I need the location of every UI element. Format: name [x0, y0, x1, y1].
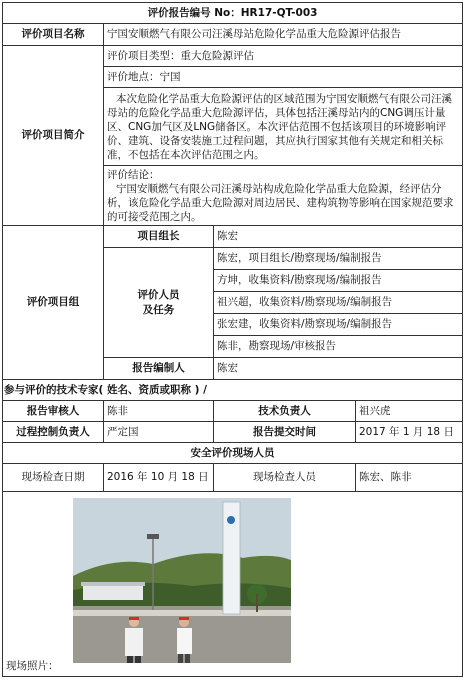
member-row: 张宏建，收集资料/勘察现场/编制报告 [214, 314, 463, 336]
site-date-label: 现场检查日期 [3, 464, 104, 492]
writer-label: 报告编制人 [104, 358, 214, 380]
member-row: 陈宏，项目组长/勘察现场/编制报告 [214, 248, 463, 270]
member-row: 方坤，收集资料/勘察现场/编制报告 [214, 270, 463, 292]
member-row: 祖兴超，收集资料/勘察现场/编制报告 [214, 292, 463, 314]
project-name-label: 评价项目名称 [3, 24, 104, 46]
conclusion-cell [104, 166, 463, 226]
project-type: 评价项目类型：重大危险源评估 [104, 46, 463, 67]
experts-line: 参与评价的技术专家( 姓名、资质或职称 ) / [3, 380, 463, 401]
leader-name: 陈宏 [214, 226, 463, 248]
site-photo-cell [3, 492, 463, 677]
site-photo-image [73, 498, 291, 663]
site-people-label: 现场检查人员 [214, 464, 356, 492]
report-number-header [3, 3, 463, 24]
report-table [2, 2, 463, 677]
site-section-title: 安全评价现场人员 [3, 443, 463, 464]
members-label-line-1: 评价人员 [137, 288, 180, 301]
tech-lead-label: 技术负责人 [214, 401, 356, 422]
site-photo-label: 现场照片： [6, 660, 59, 672]
member-row: 陈非，勘察现场/审核报告 [214, 336, 463, 358]
project-location: 评价地点：宁国 [104, 67, 463, 88]
tech-lead-name: 祖兴虎 [356, 401, 463, 422]
leader-label: 项目组长 [104, 226, 214, 248]
report-number-label: 评价报告编号 No： [147, 6, 241, 19]
process-label: 过程控制负责人 [3, 422, 104, 443]
project-name: 宁国安顺燃气有限公司汪溪母站危险化学品重大危险源评估报告 [104, 24, 463, 46]
site-date: 2016 年 10 月 18 日 [104, 464, 214, 492]
submit-time: 2017 年 1 月 18 日 [356, 422, 463, 443]
conclusion-label: 评价结论： [107, 168, 160, 181]
members-label-line-2: 及任务 [142, 303, 175, 316]
intro-label: 评价项目简介 [3, 46, 104, 226]
process-name: 严定国 [104, 422, 214, 443]
project-description: 本次危险化学品重大危险源评估的区域范围为宁国安顺燃气有限公司汪溪母站的危险化学品重大危险源评估，具体包括汪溪母站内的CNG调压计量区、CNG加气区及LNG储备区。本次评估范围不包括该项目的环境影响评价、建筑、设备安装施工过程问题，其应执行国家其他有关规定和相关标准，不包括在本次评估范围之内。 [104, 88, 463, 166]
report-number: HR17-QT-003 [240, 6, 318, 19]
conclusion-text: 宁国安顺燃气有限公司汪溪母站构成危险化学品重大危险源，经评估分析，该危险化学品重大危险源对周边居民、建构筑物等影响在国家规范要求的可接受范围之内。 [107, 182, 454, 223]
members-label [104, 248, 214, 358]
submit-time-label: 报告提交时间 [214, 422, 356, 443]
reviewer-name: 陈非 [104, 401, 214, 422]
writer-name: 陈宏 [214, 358, 463, 380]
site-people: 陈宏、陈非 [356, 464, 463, 492]
reviewer-label: 报告审核人 [3, 401, 104, 422]
team-label: 评价项目组 [3, 226, 104, 380]
site-photo [73, 498, 291, 663]
